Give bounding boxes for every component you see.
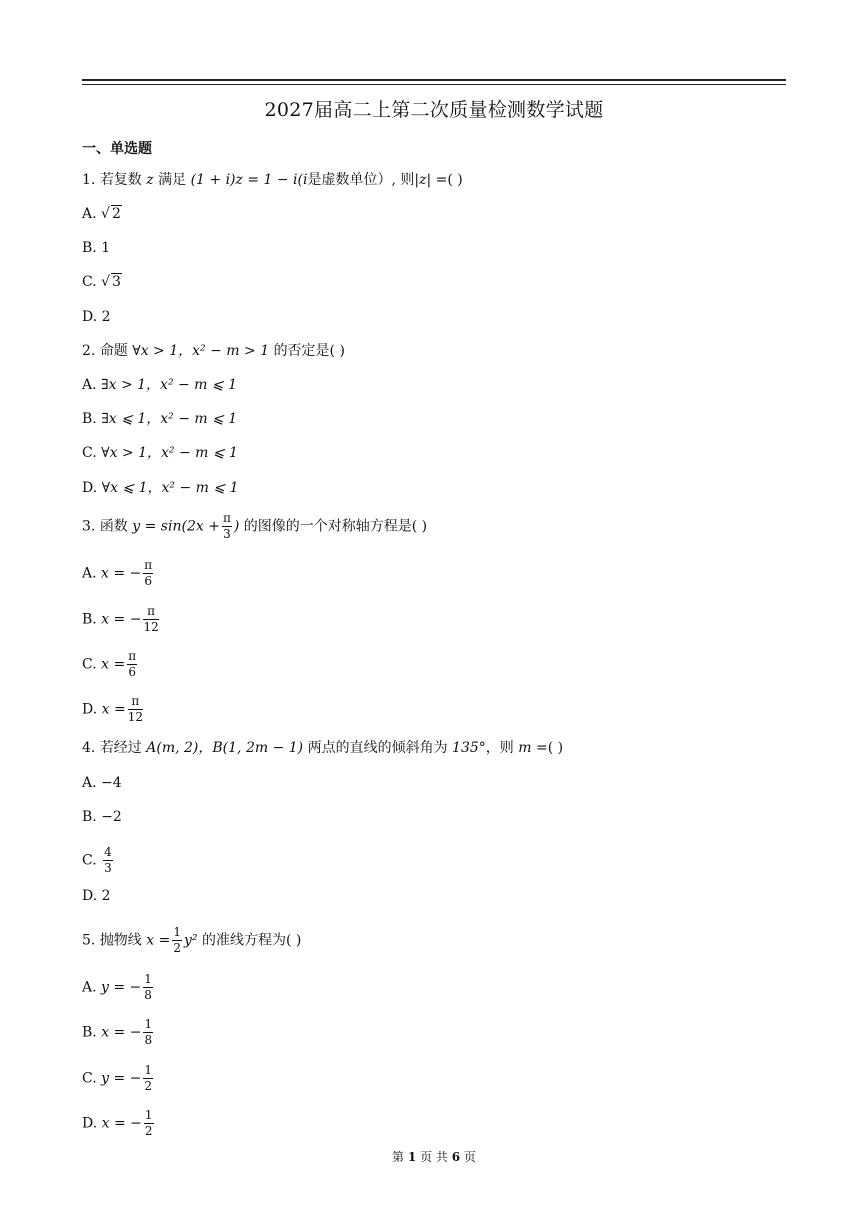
total-pages: 6 — [451, 1150, 461, 1164]
question-2-option-c: C. ∀x > 1，x² − m ⩽ 1 — [82, 445, 238, 461]
fraction: $\frac{1}{8}$ — [144, 972, 152, 1002]
header-rule-thick — [82, 79, 786, 81]
fraction: $\frac{1}{8}$ — [144, 1017, 153, 1047]
question-2-option-d: D. ∀x ⩽ 1，x² − m ⩽ 1 — [82, 480, 239, 496]
question-number: 5. — [82, 932, 96, 949]
question-2-option-a: A. ∃x > 1，x² − m ⩽ 1 — [82, 377, 237, 393]
fraction: $\frac{1}{2}$ — [144, 1063, 153, 1093]
question-5-stem: 5. 抛物线 x = $\frac{1}{2}$ y² 的准线方程为( ) — [82, 925, 302, 955]
question-2-stem: 2. 命题 ∀x > 1，x² − m > 1 的否定是( ) — [82, 343, 345, 359]
fraction: $\frac{1}{2}$ — [173, 925, 181, 955]
page-title: 2027届高二上第二次质量检测数学试题 — [264, 99, 604, 121]
question-3-option-a: A. x = − $\frac{\pi}{6}$ — [82, 558, 153, 588]
fraction: $\frac{\pi}{6}$ — [144, 558, 153, 588]
question-number: 4. — [82, 740, 96, 756]
fraction: $\frac{\pi}{6}$ — [128, 649, 137, 679]
question-4-stem: 4. 若经过 A(m, 2)，B(1, 2m − 1) 两点的直线的倾斜角为 135°，则 m =( ) — [82, 740, 564, 756]
current-page: 1 — [407, 1150, 417, 1164]
question-4-option-b: B. −2 — [82, 809, 122, 825]
question-1-option-b: B. 1 — [82, 240, 111, 256]
question-1-option-c: C. √ 3 — [82, 274, 121, 290]
page-footer: 第 1 页 共 6 页 — [392, 1150, 476, 1164]
question-2-option-b: B. ∃x ⩽ 1，x² − m ⩽ 1 — [82, 411, 238, 427]
header-rule-thin — [82, 84, 786, 85]
question-5-option-d: D. x = − $\frac{1}{2}$ — [82, 1108, 153, 1138]
fraction: $\frac{4}{3}$ — [104, 845, 112, 875]
question-5-option-c: C. y = − $\frac{1}{2}$ — [82, 1063, 153, 1093]
fraction: $\frac{\pi}{3}$ — [222, 511, 231, 541]
question-4-option-d: D. 2 — [82, 888, 111, 904]
fraction: $\frac{1}{2}$ — [144, 1108, 153, 1138]
question-number: 2. — [82, 343, 96, 359]
question-5-option-b: B. x = − $\frac{1}{8}$ — [82, 1017, 153, 1047]
question-3-option-d: D. x = $\frac{\pi}{12}$ — [82, 694, 143, 724]
question-3-option-c: C. x = $\frac{\pi}{6}$ — [82, 649, 137, 679]
question-number: 1. — [82, 172, 96, 188]
question-4-option-c: C. $\frac{4}{3}$ — [82, 845, 112, 875]
question-number: 3. — [82, 518, 96, 535]
section-heading: 一、单选题 — [82, 141, 152, 157]
question-4-option-a: A. −4 — [82, 775, 122, 791]
question-1-option-a: A. √ 2 — [82, 206, 121, 222]
fraction: $\frac{\pi}{12}$ — [143, 604, 159, 634]
question-5-option-a: A. y = − $\frac{1}{8}$ — [82, 972, 152, 1002]
fraction: $\frac{\pi}{12}$ — [127, 694, 143, 724]
question-3-stem: 3. 函数 y = sin(2x + $\frac{\pi}{3}$ ) 的图像的一个对称轴方程是( ) — [82, 511, 428, 541]
question-3-option-b: B. x = − $\frac{\pi}{12}$ — [82, 604, 159, 634]
question-1-stem: 1. 若复数 z 满足 (1 + i)z = 1 − i(i是虚数单位）, 则|z| =( ) — [82, 172, 463, 188]
question-1-option-d: D. 2 — [82, 309, 111, 325]
